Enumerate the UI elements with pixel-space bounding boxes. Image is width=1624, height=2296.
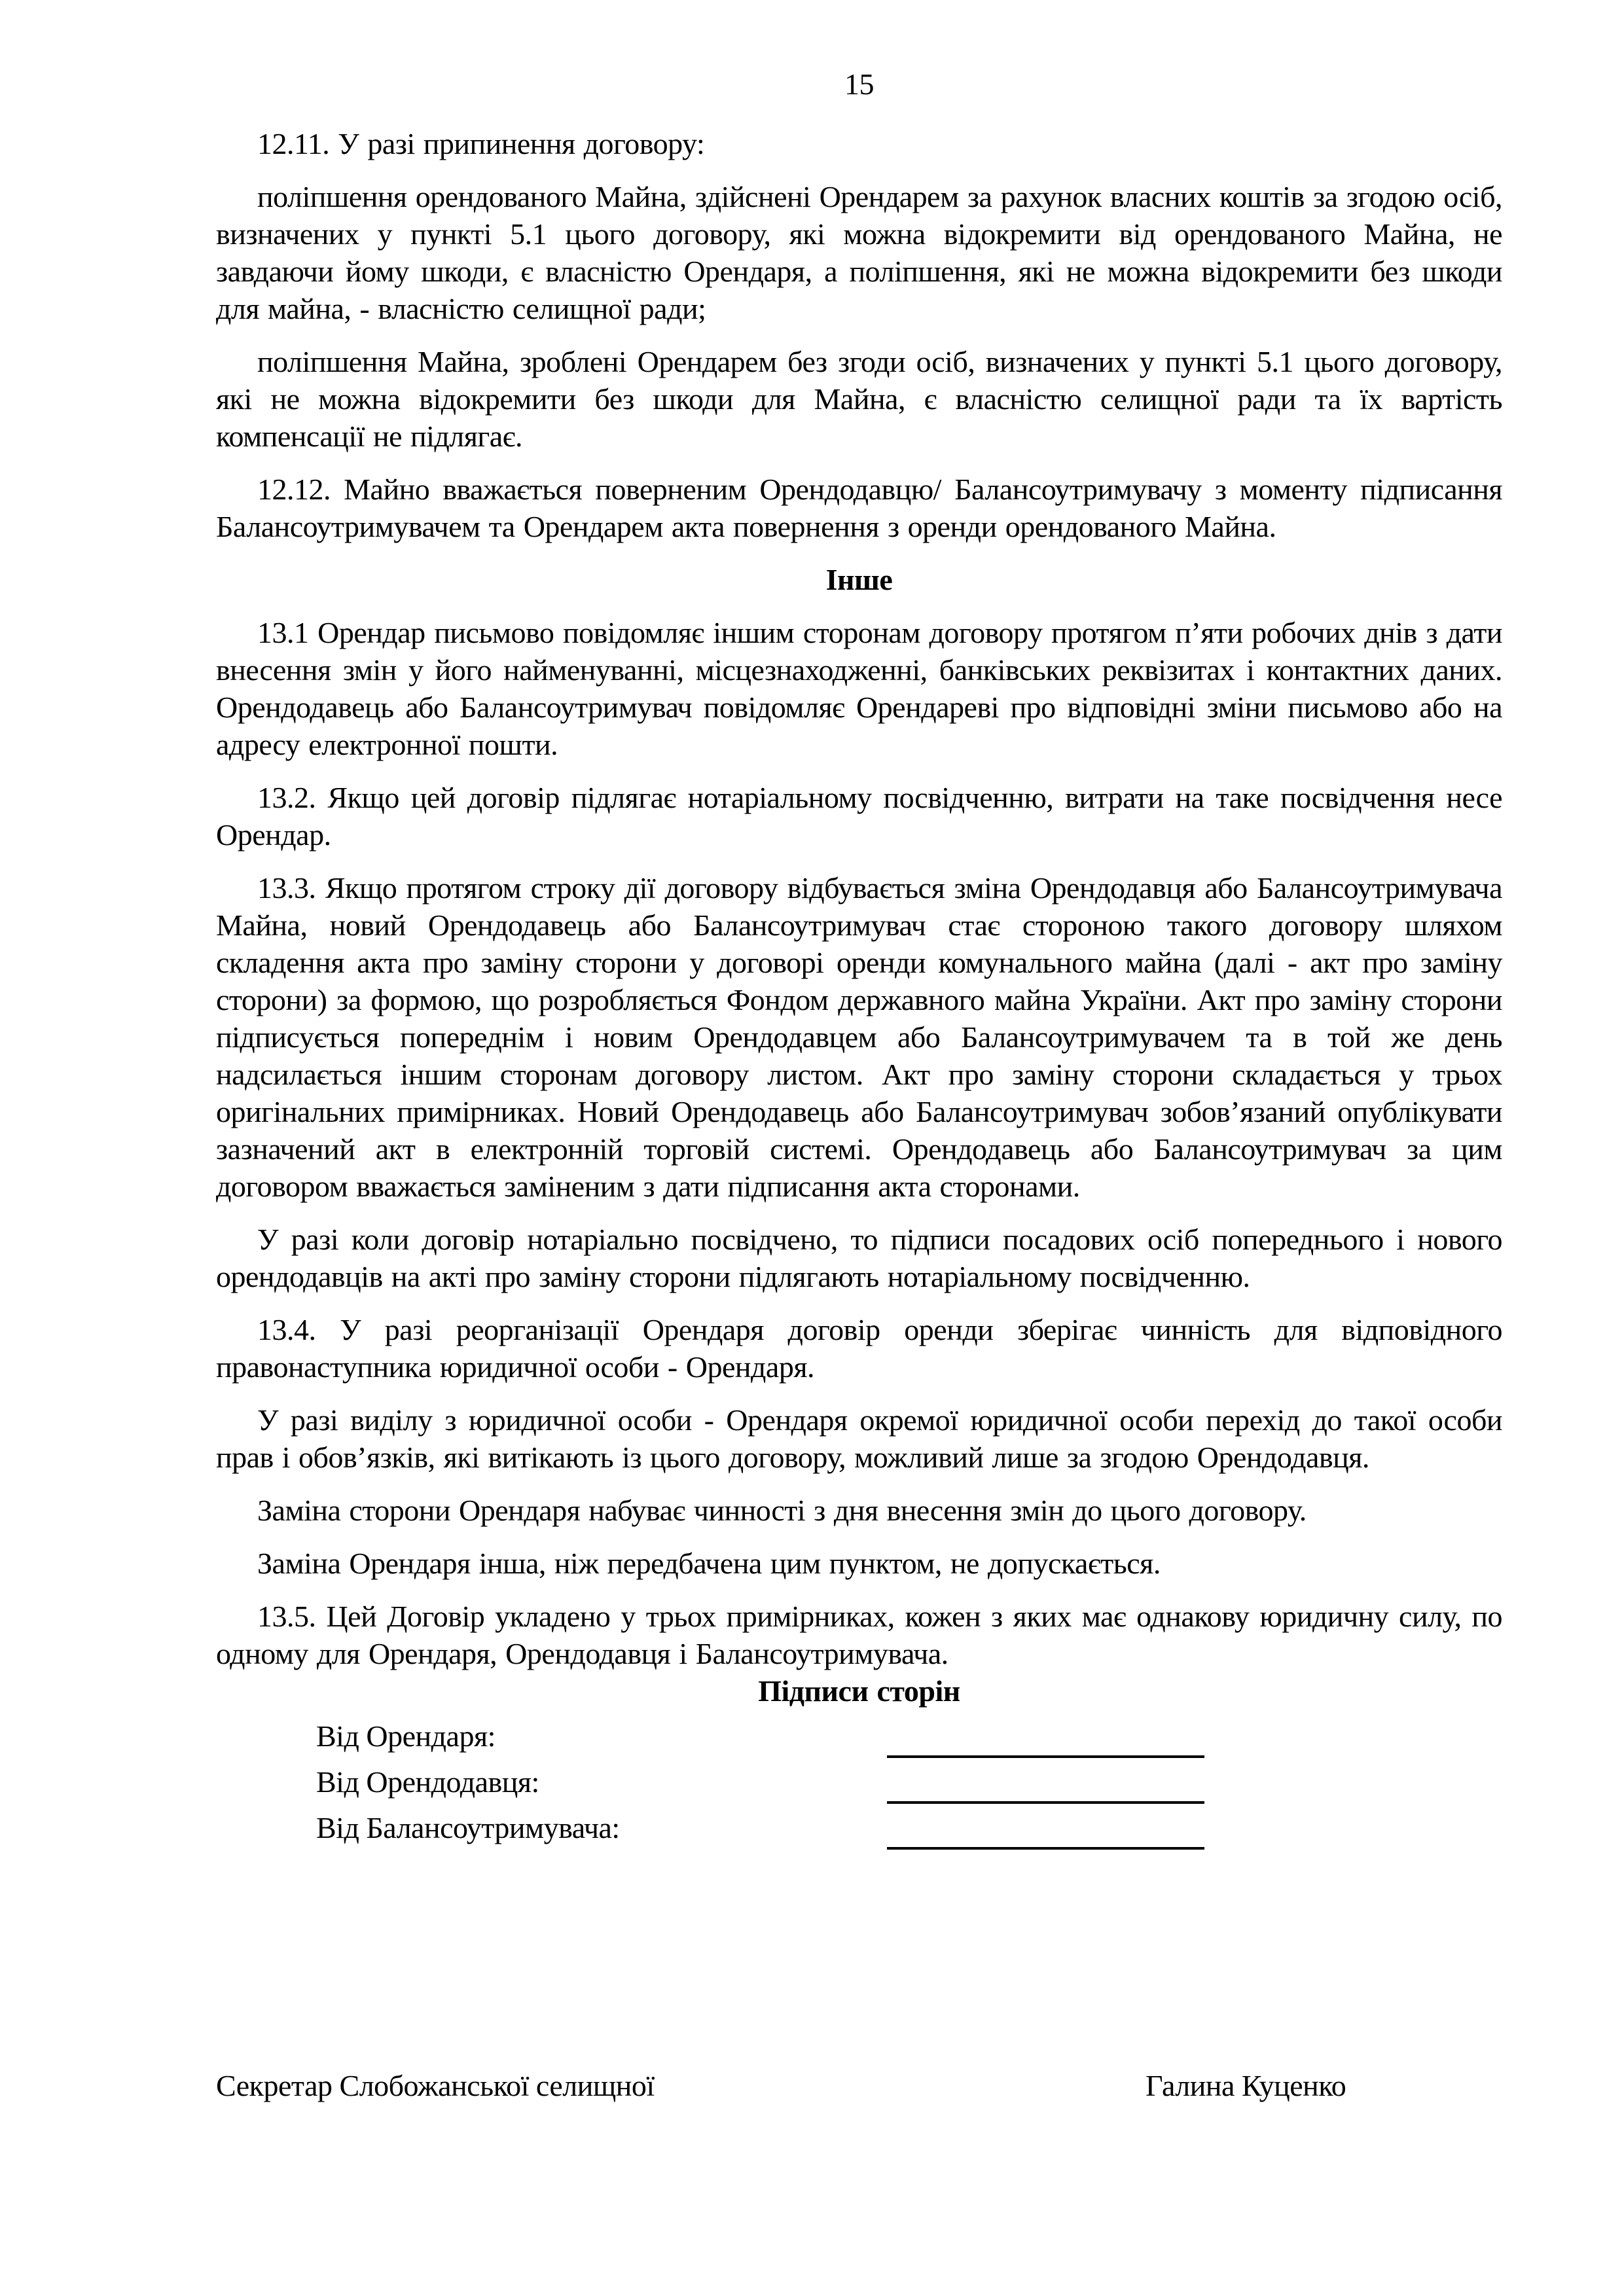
signature-line xyxy=(887,1755,1204,1758)
signature-line xyxy=(887,1847,1204,1850)
para-spinoff: У разі виділу з юридичної особи - Орендаря окремої юридичної особи перехід до такої особи прав і обов’язків, які витікають із цього договору, можливий лише за згодою Орендодавця. xyxy=(216,1403,1502,1474)
para-replacement-effective: Заміна сторони Орендаря набуває чинності з дня внесення змін до цього договору. xyxy=(257,1494,1307,1527)
document-content xyxy=(216,65,1502,1855)
signature-row-tenant xyxy=(216,1717,1502,1763)
clause-12-12: 12.12. Майно вважається поверненим Орендодавцю/ Балансоутримувачу з моменту підписання Балансоутримувачем та Орендарем акта повернення з оренди орендованого Майна. xyxy=(216,473,1502,543)
page-number: 15 xyxy=(844,67,874,101)
clause-13-1: 13.1 Орендар письмово повідомляє іншим сторонам договору протягом п’яти робочих днів з дати внесення змін у його найменуванні, місцезнаходженні, банківських реквізитах і контактних даних. Орендодавець або Балансоутримувач повідомляє Орендареві про відповідні зміни письмово або на адресу електронної пошти. xyxy=(216,616,1502,761)
clause-13-5: 13.5. Цей Договір укладено у трьох примірниках, кожен з яких має однакову юридичну силу, по одному для Орендаря, Орендодавця і Балансоутримувача. xyxy=(216,1600,1502,1670)
para-improvements-without-consent: поліпшення Майна, зроблені Орендарем без згоди осіб, визначених у пункті 5.1 цього договору, які не можна відокремити без шкоди для Майна, є власністю селищної ради та їх вартість компенсації не підлягає. xyxy=(216,345,1502,453)
para-no-other-replacement: Заміна Орендаря інша, ніж передбачена цим пунктом, не допускається. xyxy=(257,1547,1161,1580)
footer xyxy=(216,2067,1502,2106)
signatures-heading: Підписи сторін xyxy=(758,1674,960,1708)
clause-13-3: 13.3. Якщо протягом строку дії договору відбувається зміна Орендодавця або Балансоутримувача Майна, новий Орендодавець або Балансоутримувач стає стороною такого договору шляхом складення акта про заміну сторони у договорі оренди комунального майна (далі - акт про заміну сторони) за формою, що розробляється Фондом державного майна України. Акт про заміну сторони підписується попереднім і новим Орендодавцем або Балансоутримувачем та в той же день надсилається іншим сторонам договору листом. Акт про заміну сторони складається у трьох оригінальних примірниках. Новий Орендодавець або Балансоутримувач зобов’язаний опублікувати зазначений акт в електронній торговій системі. Орендодавець або Балансоутримувач за цим договором вважається заміненим з дати підписання акта сторонами. xyxy=(216,871,1502,1203)
signature-line xyxy=(887,1801,1204,1804)
signature-block xyxy=(216,1717,1502,1855)
clause-13-2: 13.2. Якщо цей договір підлягає нотаріальному посвідченню, витрати на таке посвідчення несе Орендар. xyxy=(216,781,1502,852)
signature-row-balance-holder xyxy=(216,1809,1502,1855)
footer-signatory-name: Галина Куценко xyxy=(1146,2069,1346,2102)
clause-12-11: 12.11. У разі припинення договору: xyxy=(257,127,705,160)
signature-row-landlord xyxy=(216,1763,1502,1809)
footer-position-title: Секретар Слобожанської селищної xyxy=(216,2069,655,2102)
para-notarial-certification: У разі коли договір нотаріально посвідчено, то підписи посадових осіб попереднього і нового орендодавців на акті про заміну сторони підлягають нотаріальному посвідченню. xyxy=(216,1223,1502,1293)
clause-13-4: 13.4. У разі реорганізації Орендаря договір оренди зберігає чинність для відповідного правонаступника юридичної особи - Орендаря. xyxy=(216,1313,1502,1384)
signature-label: Від Орендодавця: xyxy=(316,1765,539,1799)
section-heading-other: Інше xyxy=(825,563,893,596)
para-improvements-with-consent: поліпшення орендованого Майна, здійснені Орендарем за рахунок власних коштів за згодою осіб, визначених у пункті 5.1 цього договору, які можна відокремити від орендованого Майна, не завдаючи йому шкоди, є власністю Орендаря, а поліпшення, які не можна відокремити без шкоди для майна, - власністю селищної ради; xyxy=(216,180,1502,325)
signature-label: Від Орендаря: xyxy=(316,1719,496,1753)
signature-label: Від Балансоутримувача: xyxy=(316,1811,620,1844)
